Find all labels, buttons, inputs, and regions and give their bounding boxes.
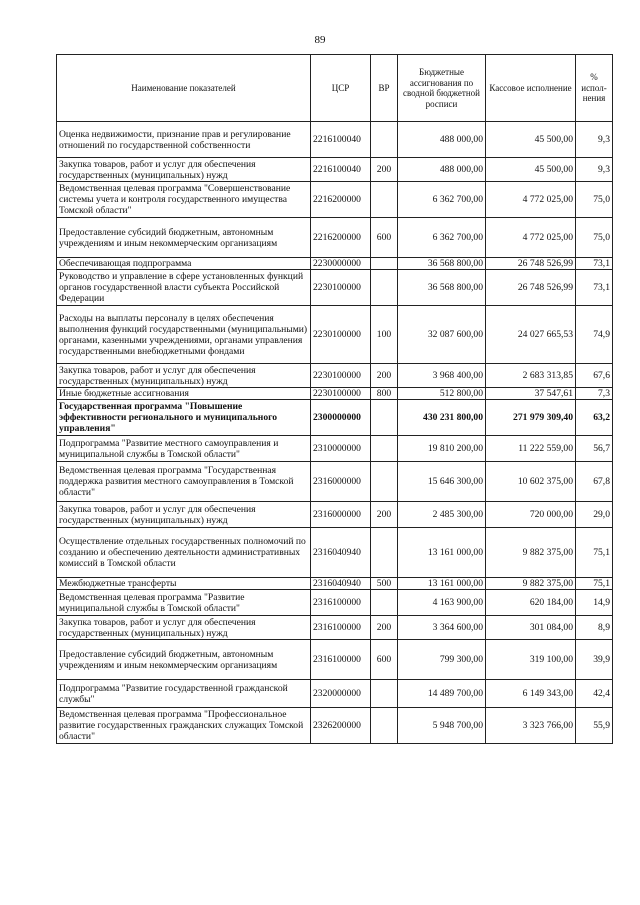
row-pct: 29,0 xyxy=(576,502,613,528)
header-cash: Кассовое исполнение xyxy=(486,55,576,122)
row-budget: 6 362 700,00 xyxy=(398,182,486,218)
row-vr: 600 xyxy=(371,640,398,680)
table-row xyxy=(57,502,613,528)
row-pct: 56,7 xyxy=(576,436,613,462)
row-budget: 3 364 600,00 xyxy=(398,616,486,640)
table-row xyxy=(57,578,613,590)
table-row xyxy=(57,182,613,218)
row-cash: 620 184,00 xyxy=(486,590,576,616)
row-cash: 45 500,00 xyxy=(486,122,576,158)
row-budget: 15 646 300,00 xyxy=(398,462,486,502)
row-cash: 37 547,61 xyxy=(486,388,576,400)
row-name: Осуществление отдельных государственных полномочий по созданию и обеспечению деятельности административных комиссий в Томской области xyxy=(57,528,311,578)
row-name: Предоставление субсидий бюджетным, автономным учреждениям и иным некоммерческим организациям xyxy=(57,218,311,258)
row-csr: 2316040940 xyxy=(311,578,371,590)
row-csr: 2216100040 xyxy=(311,122,371,158)
table-header-row xyxy=(57,55,613,122)
header-pct: % испол-нения xyxy=(576,55,613,122)
table-row xyxy=(57,258,613,270)
row-vr: 200 xyxy=(371,502,398,528)
row-name: Руководство и управление в сфере установленных функций органов государственной власти субъекта Российской Федерации xyxy=(57,270,311,306)
budget-table xyxy=(56,54,613,744)
row-csr: 2216100040 xyxy=(311,158,371,182)
header-csr: ЦСР xyxy=(311,55,371,122)
row-vr xyxy=(371,270,398,306)
row-budget: 13 161 000,00 xyxy=(398,578,486,590)
row-budget: 13 161 000,00 xyxy=(398,528,486,578)
table-row xyxy=(57,462,613,502)
row-pct: 9,3 xyxy=(576,158,613,182)
row-name: Подпрограмма "Развитие государственной гражданской службы" xyxy=(57,680,311,708)
row-name: Ведомственная целевая программа "Государственная поддержка развития местного самоуправления в Томской области" xyxy=(57,462,311,502)
row-vr xyxy=(371,122,398,158)
table-row xyxy=(57,640,613,680)
row-pct: 7,3 xyxy=(576,388,613,400)
row-cash: 301 084,00 xyxy=(486,616,576,640)
table-row xyxy=(57,400,613,436)
row-vr: 600 xyxy=(371,218,398,258)
table-row xyxy=(57,616,613,640)
row-name: Закупка товаров, работ и услуг для обеспечения государственных (муниципальных) нужд xyxy=(57,364,311,388)
row-budget: 6 362 700,00 xyxy=(398,218,486,258)
row-pct: 67,6 xyxy=(576,364,613,388)
row-budget: 512 800,00 xyxy=(398,388,486,400)
row-cash: 4 772 025,00 xyxy=(486,218,576,258)
row-vr xyxy=(371,182,398,218)
row-cash: 271 979 309,40 xyxy=(486,400,576,436)
row-csr: 2316100000 xyxy=(311,616,371,640)
row-name: Межбюджетные трансферты xyxy=(57,578,311,590)
row-pct: 74,9 xyxy=(576,306,613,364)
row-csr: 2230100000 xyxy=(311,270,371,306)
table-row xyxy=(57,680,613,708)
row-name: Закупка товаров, работ и услуг для обеспечения государственных (муниципальных) нужд xyxy=(57,502,311,528)
row-vr xyxy=(371,462,398,502)
row-pct: 75,1 xyxy=(576,578,613,590)
row-budget: 5 948 700,00 xyxy=(398,708,486,744)
table-row xyxy=(57,708,613,744)
row-vr xyxy=(371,680,398,708)
table-row xyxy=(57,270,613,306)
row-cash: 9 882 375,00 xyxy=(486,528,576,578)
row-vr xyxy=(371,436,398,462)
row-cash: 2 683 313,85 xyxy=(486,364,576,388)
row-csr: 2216200000 xyxy=(311,182,371,218)
row-budget: 799 300,00 xyxy=(398,640,486,680)
row-cash: 4 772 025,00 xyxy=(486,182,576,218)
row-name: Государственная программа "Повышение эффективности регионального и муниципального управления" xyxy=(57,400,311,436)
row-budget: 32 087 600,00 xyxy=(398,306,486,364)
row-vr: 800 xyxy=(371,388,398,400)
row-budget: 36 568 800,00 xyxy=(398,258,486,270)
row-vr: 200 xyxy=(371,158,398,182)
row-csr: 2316040940 xyxy=(311,528,371,578)
row-budget: 488 000,00 xyxy=(398,158,486,182)
row-name: Оценка недвижимости, признание прав и регулирование отношений по государственной собственности xyxy=(57,122,311,158)
row-csr: 2230100000 xyxy=(311,306,371,364)
row-vr: 200 xyxy=(371,616,398,640)
row-csr: 2310000000 xyxy=(311,436,371,462)
row-pct: 39,9 xyxy=(576,640,613,680)
row-budget: 3 968 400,00 xyxy=(398,364,486,388)
row-csr: 2300000000 xyxy=(311,400,371,436)
row-cash: 24 027 665,53 xyxy=(486,306,576,364)
row-name: Иные бюджетные ассигнования xyxy=(57,388,311,400)
row-vr: 500 xyxy=(371,578,398,590)
row-vr xyxy=(371,708,398,744)
row-cash: 26 748 526,99 xyxy=(486,270,576,306)
row-budget: 14 489 700,00 xyxy=(398,680,486,708)
row-budget: 2 485 300,00 xyxy=(398,502,486,528)
row-pct: 8,9 xyxy=(576,616,613,640)
table-row xyxy=(57,218,613,258)
row-pct: 42,4 xyxy=(576,680,613,708)
row-csr: 2230100000 xyxy=(311,388,371,400)
page-number: 89 xyxy=(314,34,326,46)
row-budget: 19 810 200,00 xyxy=(398,436,486,462)
row-budget: 430 231 800,00 xyxy=(398,400,486,436)
row-name: Ведомственная целевая программа "Развитие муниципальной службы в Томской области" xyxy=(57,590,311,616)
row-pct: 9,3 xyxy=(576,122,613,158)
row-vr xyxy=(371,258,398,270)
row-pct: 63,2 xyxy=(576,400,613,436)
row-csr: 2316000000 xyxy=(311,502,371,528)
row-pct: 67,8 xyxy=(576,462,613,502)
row-csr: 2316000000 xyxy=(311,462,371,502)
row-name: Закупка товаров, работ и услуг для обеспечения государственных (муниципальных) нужд xyxy=(57,158,311,182)
row-pct: 75,1 xyxy=(576,528,613,578)
row-name: Ведомственная целевая программа "Совершенствование системы учета и контроля государственного имущества Томской области" xyxy=(57,182,311,218)
row-name: Расходы на выплаты персоналу в целях обеспечения выполнения функций государственными (муниципальными) органами, казенными учреждениями, органами управления государственными внебюджетными фондами xyxy=(57,306,311,364)
row-vr: 100 xyxy=(371,306,398,364)
header-budget: Бюджетные ассигнования по сводной бюджетной росписи xyxy=(398,55,486,122)
header-vr: ВР xyxy=(371,55,398,122)
row-pct: 75,0 xyxy=(576,182,613,218)
table-row xyxy=(57,528,613,578)
row-name: Ведомственная целевая программа "Профессиональное развитие государственных гражданских служащих Томской области" xyxy=(57,708,311,744)
row-cash: 45 500,00 xyxy=(486,158,576,182)
row-vr xyxy=(371,590,398,616)
table-row xyxy=(57,122,613,158)
table-row xyxy=(57,364,613,388)
row-pct: 73,1 xyxy=(576,258,613,270)
row-budget: 488 000,00 xyxy=(398,122,486,158)
row-csr: 2316100000 xyxy=(311,590,371,616)
row-name: Закупка товаров, работ и услуг для обеспечения государственных (муниципальных) нужд xyxy=(57,616,311,640)
table-row xyxy=(57,388,613,400)
row-csr: 2216200000 xyxy=(311,218,371,258)
row-vr: 200 xyxy=(371,364,398,388)
header-name: Наименование показателей xyxy=(57,55,311,122)
table-row xyxy=(57,158,613,182)
row-name: Предоставление субсидий бюджетным, автономным учреждениям и иным некоммерческим организациям xyxy=(57,640,311,680)
row-cash: 9 882 375,00 xyxy=(486,578,576,590)
table-row xyxy=(57,306,613,364)
row-csr: 2320000000 xyxy=(311,680,371,708)
row-pct: 73,1 xyxy=(576,270,613,306)
table-row xyxy=(57,590,613,616)
row-pct: 14,9 xyxy=(576,590,613,616)
row-budget: 36 568 800,00 xyxy=(398,270,486,306)
row-csr: 2316100000 xyxy=(311,640,371,680)
row-cash: 11 222 559,00 xyxy=(486,436,576,462)
row-name: Подпрограмма "Развитие местного самоуправления и муниципальной службы в Томской области" xyxy=(57,436,311,462)
row-csr: 2230100000 xyxy=(311,364,371,388)
row-vr xyxy=(371,400,398,436)
row-cash: 10 602 375,00 xyxy=(486,462,576,502)
row-pct: 75,0 xyxy=(576,218,613,258)
row-cash: 3 323 766,00 xyxy=(486,708,576,744)
row-budget: 4 163 900,00 xyxy=(398,590,486,616)
row-csr: 2326200000 xyxy=(311,708,371,744)
row-vr xyxy=(371,528,398,578)
row-pct: 55,9 xyxy=(576,708,613,744)
row-name: Обеспечивающая подпрограмма xyxy=(57,258,311,270)
row-csr: 2230000000 xyxy=(311,258,371,270)
row-cash: 319 100,00 xyxy=(486,640,576,680)
row-cash: 720 000,00 xyxy=(486,502,576,528)
table-row xyxy=(57,436,613,462)
row-cash: 26 748 526,99 xyxy=(486,258,576,270)
row-cash: 6 149 343,00 xyxy=(486,680,576,708)
